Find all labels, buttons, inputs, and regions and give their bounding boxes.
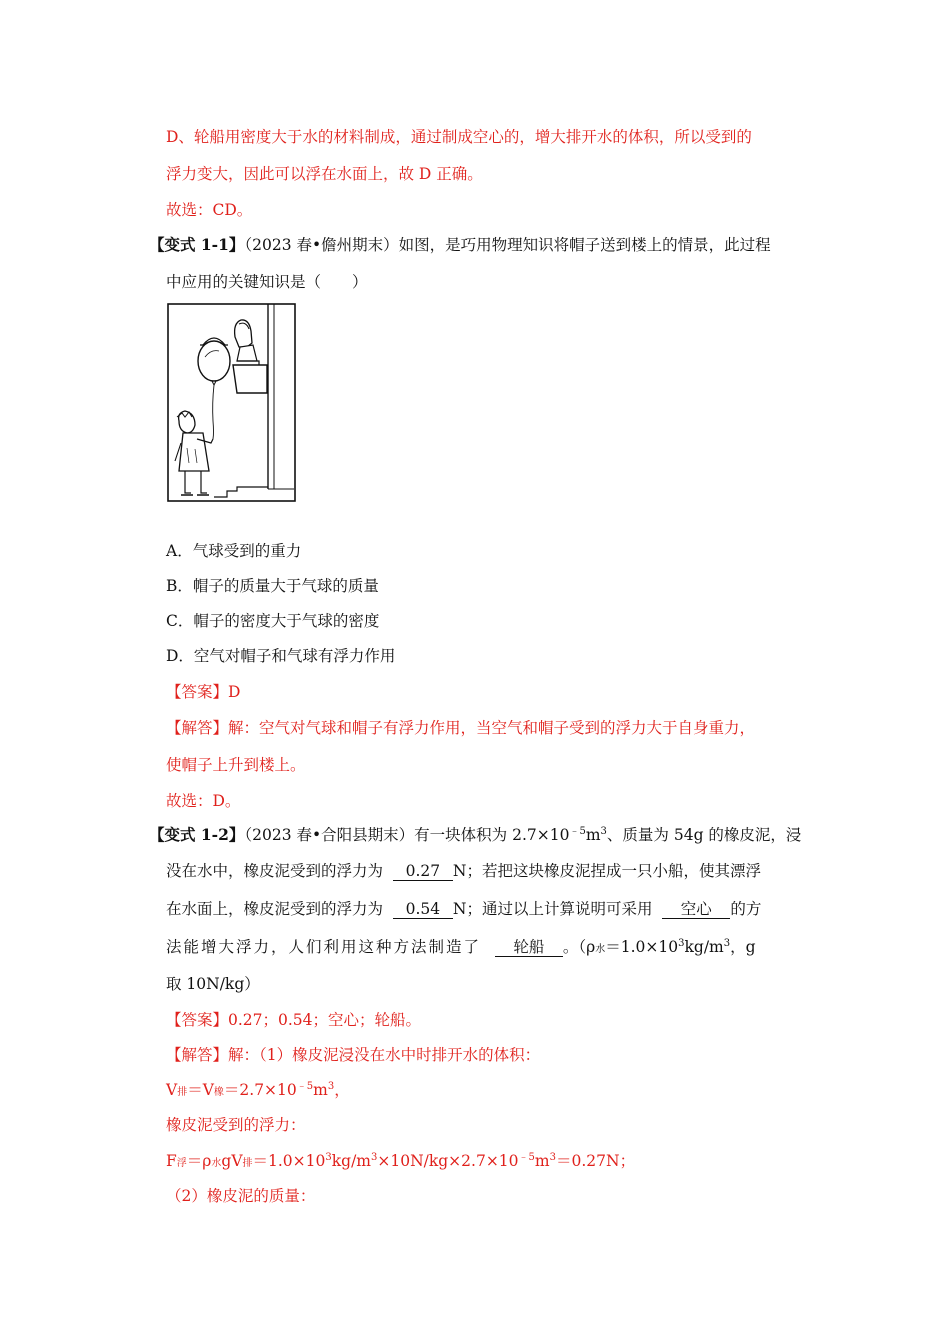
q1-stem-line-1 bbox=[149, 234, 771, 256]
prev-choice: 故选：CD。 bbox=[166, 201, 253, 219]
q1-answer: 【答案】D bbox=[166, 683, 241, 701]
q1-stem-line-2: 中应用的关键知识是（ ） bbox=[166, 273, 368, 291]
s4-f: kg/m bbox=[331, 1152, 371, 1170]
s2-a: V bbox=[166, 1081, 178, 1099]
s2-sub2: 橡 bbox=[213, 1087, 224, 1098]
s4-sub1: 浮 bbox=[176, 1158, 187, 1169]
q2-tag: 【变式 1-2】 bbox=[149, 825, 245, 844]
s4-sub3: 排 bbox=[242, 1158, 253, 1169]
q1-stem-text: （2023 春•儋州期末）如图，是巧用物理知识将帽子送到楼上的情景，此过程 bbox=[244, 236, 771, 254]
q2-l4-unit: kg/m bbox=[684, 938, 724, 956]
q1-solution-line-2: 使帽子上升到楼上。 bbox=[166, 756, 306, 774]
q1-option-d: D．空气对帽子和气球有浮力作用 bbox=[166, 647, 396, 665]
q1-option-c: C．帽子的密度大于气球的密度 bbox=[166, 612, 380, 630]
q2-unit-exponent: 3 bbox=[600, 825, 607, 837]
q2-solution-line-5: （2）橡皮泥的质量： bbox=[166, 1187, 316, 1205]
blank-2: 0.54 bbox=[393, 900, 453, 919]
q2-stem-line-2 bbox=[166, 860, 761, 882]
s2-d: m bbox=[313, 1081, 328, 1099]
q2-l3-text-end: 的方 bbox=[730, 900, 762, 918]
s2-sub1: 排 bbox=[177, 1087, 188, 1098]
q2-l3-text: 在水面上，橡皮泥受到的浮力为 bbox=[166, 900, 384, 918]
s4-a: F bbox=[166, 1152, 177, 1170]
prev-solution-line-1: D、轮船用密度大于水的材料制成，通过制成空心的，增大排开水的体积，所以受到的 bbox=[166, 128, 752, 146]
s4-c: gV bbox=[221, 1152, 243, 1170]
q2-exponent: ﹣5 bbox=[569, 825, 586, 837]
balloon-hat-figure bbox=[167, 303, 296, 502]
q2-stem-text: （2023 春•合阳县期末）有一块体积为 2.7×10 bbox=[244, 826, 570, 844]
q2-solution-line-1: 【解答】解：（1）橡皮泥浸没在水中时排开水的体积： bbox=[166, 1046, 541, 1064]
q2-stem-line-3 bbox=[166, 898, 761, 920]
q2-l4-unit-exp: 3 bbox=[723, 937, 731, 949]
s2-c: ＝2.7×10 bbox=[223, 1081, 297, 1099]
s2-b: ＝V bbox=[187, 1081, 214, 1099]
q2-unit: m bbox=[585, 826, 601, 844]
q2-l4-end: ，g bbox=[730, 938, 756, 956]
q2-l4-exp: 3 bbox=[678, 937, 685, 949]
s2-cube: 3 bbox=[327, 1080, 335, 1092]
q2-solution-line-2 bbox=[166, 1079, 350, 1104]
q2-solution-line-3: 橡皮泥受到的浮力： bbox=[166, 1116, 306, 1134]
s4-g: ×10N/kg×2.7×10 bbox=[377, 1152, 519, 1170]
q2-stem-line-5: 取 10N/kg） bbox=[166, 975, 260, 993]
q2-l4-rho: 。（ρ bbox=[562, 938, 596, 956]
s2-e: ， bbox=[334, 1081, 350, 1099]
q1-option-b: B．帽子的质量大于气球的质量 bbox=[166, 577, 379, 595]
q1-tag: 【变式 1-1】 bbox=[149, 235, 245, 254]
q1-choice: 故选：D。 bbox=[166, 792, 241, 810]
s4-sub2: 水 bbox=[211, 1158, 222, 1169]
s4-b: ＝ρ bbox=[186, 1152, 212, 1170]
q2-stem-text-end: 、质量为 54g 的橡皮泥，浸 bbox=[606, 826, 802, 844]
q2-answer: 【答案】0.27；0.54；空心；轮船。 bbox=[166, 1011, 422, 1029]
q1-solution-line-1: 【解答】解：空气对气球和帽子有浮力作用，当空气和帽子受到的浮力大于自身重力， bbox=[166, 719, 756, 737]
prev-solution-line-2: 浮力变大，因此可以浮在水面上，故 D 正确。 bbox=[166, 165, 483, 183]
blank-1: 0.27 bbox=[393, 862, 453, 881]
q2-stem-line-1 bbox=[149, 824, 801, 846]
s4-e3: ﹣5 bbox=[518, 1151, 535, 1163]
q1-option-a: A．气球受到的重力 bbox=[166, 542, 302, 560]
s4-d: ＝1.0×10 bbox=[252, 1152, 326, 1170]
s4-h: m bbox=[534, 1152, 550, 1170]
q2-l4-value: ＝1.0×10 bbox=[605, 938, 679, 956]
s2-exp: ﹣5 bbox=[296, 1080, 314, 1092]
blank-3: 空心 bbox=[662, 900, 730, 919]
q2-l2-text-end: N；若把这块橡皮泥捏成一只小船，使其漂浮 bbox=[452, 862, 761, 880]
blank-4: 轮船 bbox=[495, 938, 563, 957]
q2-l4-sub: 水 bbox=[595, 944, 606, 955]
q2-l4-text: 法能增大浮力，人们利用这种方法制造了 bbox=[166, 938, 482, 956]
s4-e1: 3 bbox=[325, 1151, 332, 1163]
s4-i: ＝0.27N； bbox=[556, 1152, 636, 1170]
q2-solution-line-4 bbox=[166, 1150, 635, 1175]
q2-stem-line-4 bbox=[166, 936, 756, 961]
s4-e2: 3 bbox=[371, 1151, 378, 1163]
q2-l2-text: 没在水中，橡皮泥受到的浮力为 bbox=[166, 862, 384, 880]
q2-l3-text-mid: N；通过以上计算说明可采用 bbox=[452, 900, 653, 918]
s4-e4: 3 bbox=[549, 1151, 556, 1163]
